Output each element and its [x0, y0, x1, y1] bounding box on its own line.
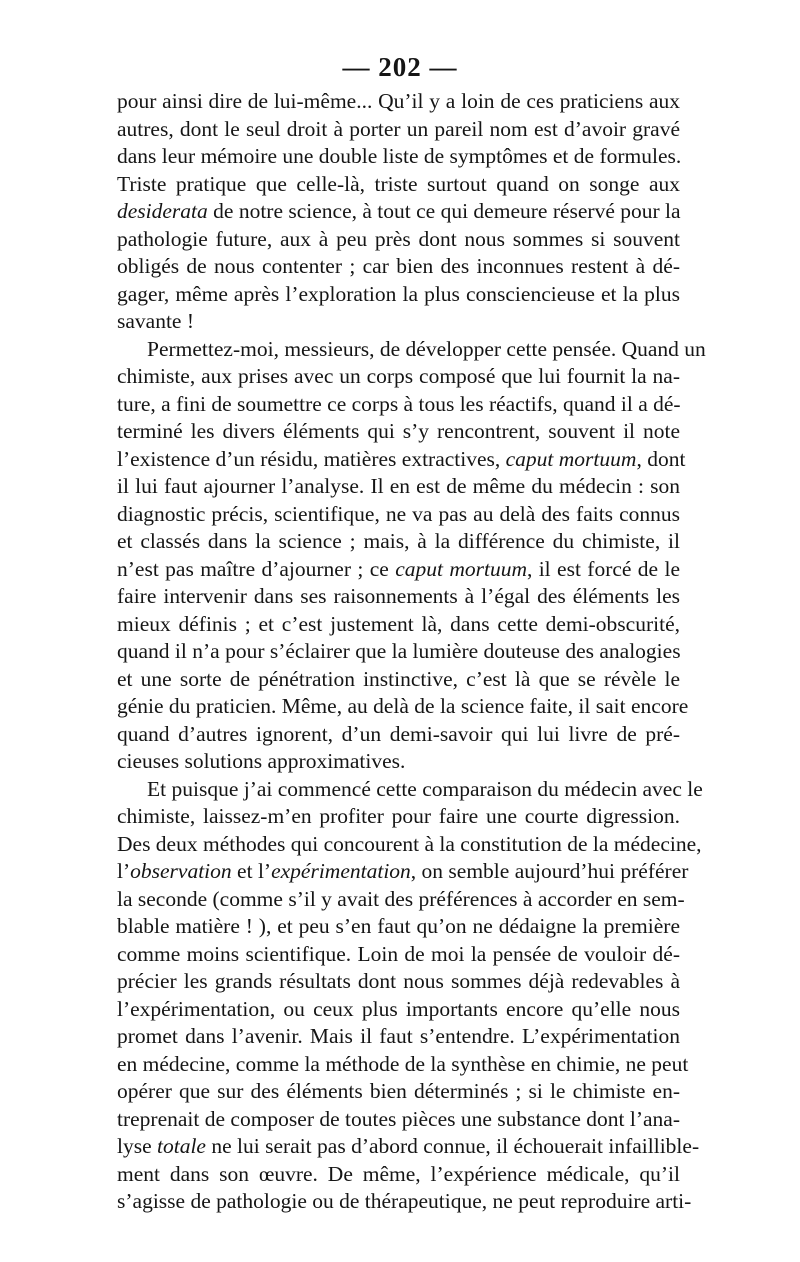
text-line: savante ! — [117, 309, 195, 333]
text-line: génie du praticien. Même, au delà de la science faite, il sait encore — [117, 694, 689, 718]
text-segment: l’ — [117, 859, 131, 883]
text-line — [117, 556, 680, 584]
text-segment: , dont — [636, 446, 686, 471]
italic-term: observation — [130, 859, 232, 883]
text-line: blable matière ! ), et peu s’en faut qu’on ne dédaigne la première — [117, 914, 680, 938]
text-line: chimiste, aux prises avec un corps composé que lui fournit la na- — [117, 364, 680, 388]
text-line: autres, dont le seul droit à porter un pareil nom est d’avoir gravé — [117, 116, 680, 141]
text-segment: de notre science, à tout ce qui demeure réservé pour la — [207, 199, 681, 223]
text-line: cieuses solutions approximatives. — [117, 749, 406, 773]
text-line: dans leur mémoire une double liste de symptômes et de formules. — [117, 144, 682, 168]
text-line: il lui faut ajourner l’analyse. Il en est de même du médecin : son — [117, 474, 680, 498]
text-line: pathologie future, aux à peu près dont nous sommes si souvent — [117, 226, 680, 251]
text-line: faire intervenir dans ses raisonnements à l’égal des éléments les — [117, 584, 680, 608]
text-line — [117, 446, 686, 474]
page-number: — 202 — — [342, 52, 458, 82]
text-line: la seconde (comme s’il y avait des préférences à accorder en sem- — [117, 886, 685, 911]
text-line: pour ainsi dire de lui-même... Qu’il y a loin de ces praticiens aux — [117, 89, 680, 113]
text-line: et une sorte de pénétration instinctive, c’est là que se révèle le — [117, 666, 680, 691]
text-segment: , il est forcé de le — [526, 556, 680, 581]
text-segment: ne lui serait pas d’abord connue, il échouerait infaillible- — [205, 1134, 700, 1158]
text-segment: et l’ — [231, 859, 272, 883]
text-line: treprenait de composer de toutes pièces une substance dont l’ana- — [117, 1106, 680, 1131]
italic-term: expérimentation — [271, 859, 411, 883]
text-line: Permettez-moi, messieurs, de développer cette pensée. Quand un — [147, 336, 706, 361]
text-line: mieux définis ; et c’est justement là, dans cette demi-obscurité, — [117, 611, 680, 636]
text-line: obligés de nous contenter ; car bien des inconnues restent à dé- — [117, 254, 680, 278]
body-text — [117, 88, 706, 1216]
text-line: l’expérimentation, ou ceux plus importants encore qu’elle nous — [117, 996, 680, 1021]
text-line: Triste pratique que celle-là, triste surtout quand on songe aux — [117, 171, 680, 196]
text-line: précier les grands résultats dont nous sommes déjà redevables à — [117, 969, 680, 993]
text-line: gager, même après l’exploration la plus consciencieuse et la plus — [117, 281, 680, 306]
text-line: comme moins scientifique. Loin de moi la pensée de vouloir dé- — [117, 941, 680, 966]
text-line: promet dans l’avenir. Mais il faut s’entendre. L’expérimentation — [117, 1024, 680, 1048]
text-line: s’agisse de pathologie ou de thérapeutique, ne peut reproduire arti- — [117, 1189, 692, 1213]
italic-term: desiderata — [117, 199, 208, 223]
text-segment: n’est pas maître d’ajourner ; ce — [117, 556, 396, 581]
text-line: quand d’autres ignorent, d’un demi-savoir qui lui livre de pré- — [117, 721, 680, 746]
text-line: quand il n’a pour s’éclairer que la lumière douteuse des analogies — [117, 639, 681, 663]
text-segment: l’existence d’un résidu, matières extractives, — [117, 446, 506, 471]
text-line: Et puisque j’ai commencé cette comparaison du médecin avec le — [147, 776, 703, 801]
text-line — [117, 858, 689, 886]
text-segment: , on semble aujourd’hui préférer — [410, 859, 689, 883]
text-segment: lyse — [117, 1134, 158, 1158]
text-line: ment dans son œuvre. De même, l’expérience médicale, qu’il — [117, 1161, 680, 1186]
text-line: opérer que sur des éléments bien déterminés ; si le chimiste en- — [117, 1079, 680, 1103]
italic-term: caput mortuum — [395, 556, 527, 581]
text-line — [117, 198, 680, 226]
text-line: et classés dans la science ; mais, à la différence du chimiste, il — [117, 529, 680, 553]
text-line: ture, a fini de soumettre ce corps à tous les réactifs, quand il a dé- — [117, 391, 681, 416]
text-line: en médecine, comme la méthode de la synthèse en chimie, ne peut — [117, 1051, 689, 1076]
text-line — [117, 1133, 700, 1161]
italic-term: caput mortuum — [505, 446, 637, 471]
italic-term: totale — [157, 1134, 206, 1158]
text-line: chimiste, laissez-m’en profiter pour faire une courte digression. — [117, 804, 680, 828]
text-line: terminé les divers éléments qui s’y rencontrent, souvent il note — [117, 419, 680, 443]
text-line: Des deux méthodes qui concourent à la constitution de la médecine, — [117, 831, 702, 856]
text-line: diagnostic précis, scientifique, ne va pas au delà des faits connus — [117, 501, 680, 526]
